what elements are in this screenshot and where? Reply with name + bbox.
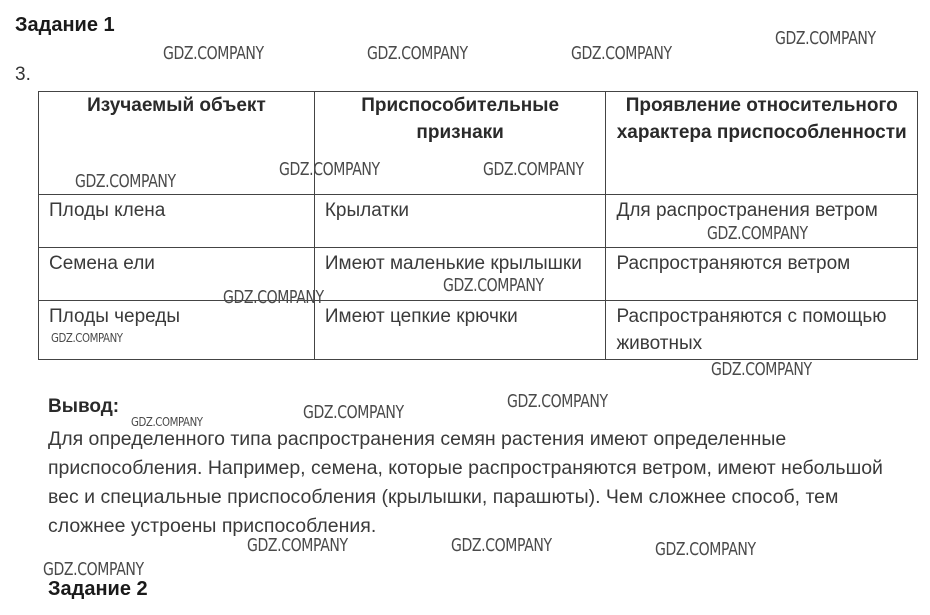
watermark: GDZ.COMPANY (711, 359, 812, 380)
watermark: GDZ.COMPANY (655, 539, 756, 560)
watermark: GDZ.COMPANY (775, 28, 876, 49)
watermark: GDZ.COMPANY (223, 287, 324, 308)
watermark: GDZ.COMPANY (279, 159, 380, 180)
table-cell: Имеют цепкие крючки (314, 301, 606, 360)
table-row (39, 301, 918, 360)
watermark: GDZ.COMPANY (507, 391, 608, 412)
watermark: GDZ.COMPANY (483, 159, 584, 180)
table-cell: Распространяются ветром (606, 248, 918, 301)
task-1-title: Задание 1 (15, 14, 115, 36)
watermark: GDZ.COMPANY (43, 559, 144, 580)
header-adaptive-features: Приспособительные признаки (314, 92, 606, 195)
conclusion-text: Для определенного типа распространения семян растения имеют определенные приспособления. Например, семена, которые распространяются ветром, имеют небольшой вес и специальные приспособления (крылышки, парашюты). Чем сложнее способ, тем сложнее устроены приспособления. (48, 428, 883, 537)
table-cell: Плоды череды (39, 301, 315, 360)
item-number: 3. (15, 64, 31, 85)
watermark: GDZ.COMPANY (571, 43, 672, 64)
table-cell: Для распространения ветром (606, 195, 918, 248)
header-object: Изучаемый объект (39, 92, 315, 195)
watermark: GDZ.COMPANY (303, 402, 404, 423)
watermark: GDZ.COMPANY (51, 331, 123, 345)
header-relative-character: Проявление относительного характера приспособленности (606, 92, 918, 195)
watermark: GDZ.COMPANY (443, 275, 544, 296)
task-2-title: Задание 2 (48, 578, 148, 600)
watermark: GDZ.COMPANY (131, 415, 203, 429)
watermark: GDZ.COMPANY (707, 223, 808, 244)
watermark: GDZ.COMPANY (247, 535, 348, 556)
watermark: GDZ.COMPANY (367, 43, 468, 64)
table-cell: Крылатки (314, 195, 606, 248)
table-cell: Семена ели (39, 248, 315, 301)
watermark: GDZ.COMPANY (163, 43, 264, 64)
watermark: GDZ.COMPANY (451, 535, 552, 556)
conclusion-heading: Вывод: (48, 396, 120, 417)
table-cell: Распространяются с помощью животных (606, 301, 918, 360)
table-cell: Имеют маленькие крылышки (314, 248, 606, 301)
watermark: GDZ.COMPANY (75, 171, 176, 192)
table-cell: Плоды клена (39, 195, 315, 248)
